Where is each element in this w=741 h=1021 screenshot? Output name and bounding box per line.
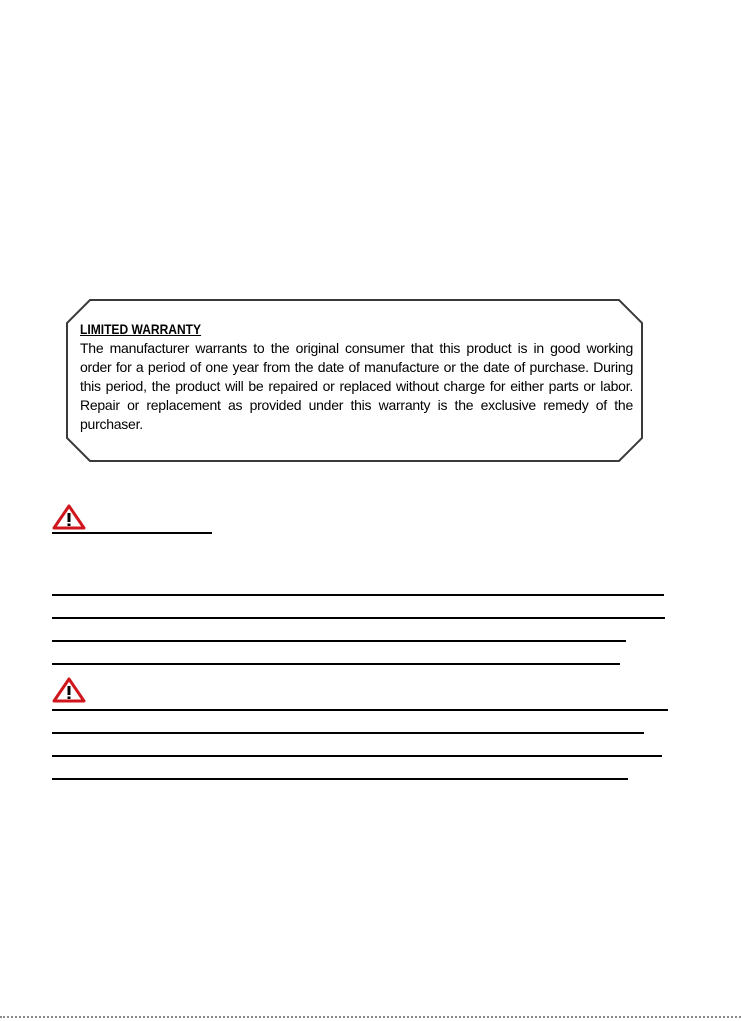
text-line	[52, 755, 662, 757]
warranty-title: LIMITED WARRANTY	[80, 321, 202, 337]
text-line	[52, 594, 664, 596]
text-line	[52, 617, 665, 619]
warning-heading-underline	[52, 532, 212, 534]
text-line	[52, 709, 668, 711]
warranty-body-text: The manufacturer warrants to the original consumer that this product is in good working order for a period of one year from the date of manufacture or the date of purchase. During this period, the product will be repaired or replaced without charge for either parts or labor. Repair or replacement as provided under this warranty is the exclusive remedy of the purchaser.	[80, 340, 633, 432]
text-line	[52, 640, 626, 642]
warning-triangle-icon	[52, 677, 86, 703]
text-line	[52, 778, 628, 780]
warning-triangle-icon	[52, 504, 86, 530]
text-line	[52, 663, 620, 665]
page-bottom-edge	[0, 1016, 741, 1018]
text-line	[52, 732, 644, 734]
limited-warranty-label	[66, 299, 643, 462]
